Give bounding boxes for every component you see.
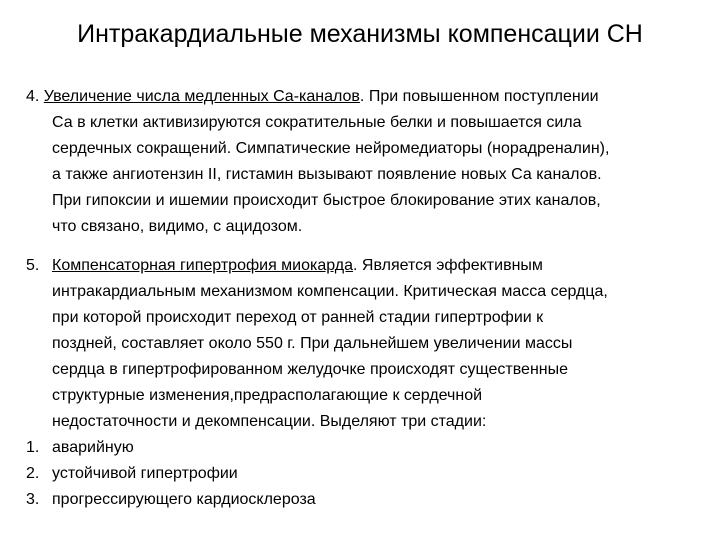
underlined-heading: Увеличение числа медленных Са-каналов (43, 88, 360, 105)
paragraph-first-line (26, 84, 706, 110)
paragraph-line: недостаточности и декомпенсации. Выделяют три стадии: (52, 413, 487, 430)
list-item-number: 2. (26, 465, 40, 482)
paragraph-line: сердечных сокращений. Симпатические нейромедиаторы (норадреналин), (52, 140, 610, 157)
paragraph-hypertrophy (26, 253, 706, 435)
paragraph-line: При гипоксии и ишемии происходит быстрое блокирование этих каналов, (52, 192, 601, 209)
list-item-number: 1. (26, 439, 40, 456)
paragraph-first-line (26, 253, 706, 279)
first-line-rest: . Является эффективным (353, 257, 543, 274)
list-item-text: аварийную (52, 439, 134, 456)
slide-title: Интракардиальные механизмы компенсации СН (77, 20, 643, 48)
paragraph-line: поздней, составляет около 550 г. При дальнейшем увеличении массы (52, 335, 573, 352)
list-item-text: прогрессирующего кардиосклероза (52, 491, 316, 508)
paragraph-line: структурные изменения,предрасполагающие к сердечной (52, 387, 483, 404)
paragraph-line: что связано, видимо, с ацидозом. (52, 218, 303, 235)
paragraph-line: интракардиальным механизмом компенсации. Критическая масса сердца, (52, 283, 608, 300)
list-item-number: 3. (26, 491, 40, 508)
paragraph-line: Са в клетки активизируются сократительные белки и повышается сила (52, 114, 582, 131)
paragraph-line: сердца в гипертрофированном желудочке происходят существенные (52, 361, 569, 378)
list-item (26, 487, 316, 513)
item-number: 4. (26, 88, 40, 105)
list-item (26, 435, 316, 461)
list-item (26, 461, 316, 487)
stages-list (26, 435, 316, 513)
paragraph-line: при которой происходит переход от ранней стадии гипертрофии к (52, 309, 544, 326)
paragraph-line: а также ангиотензин II, гистамин вызывают появление новых Са каналов. (52, 166, 602, 183)
underlined-heading: Компенсаторная гипертрофия миокарда (52, 257, 354, 274)
list-item-text: устойчивой гипертрофии (52, 465, 238, 482)
paragraph-slow-ca-channels (26, 84, 706, 240)
first-line-rest: . При повышенном поступлении (359, 88, 599, 105)
item-number: 5. (26, 257, 40, 274)
